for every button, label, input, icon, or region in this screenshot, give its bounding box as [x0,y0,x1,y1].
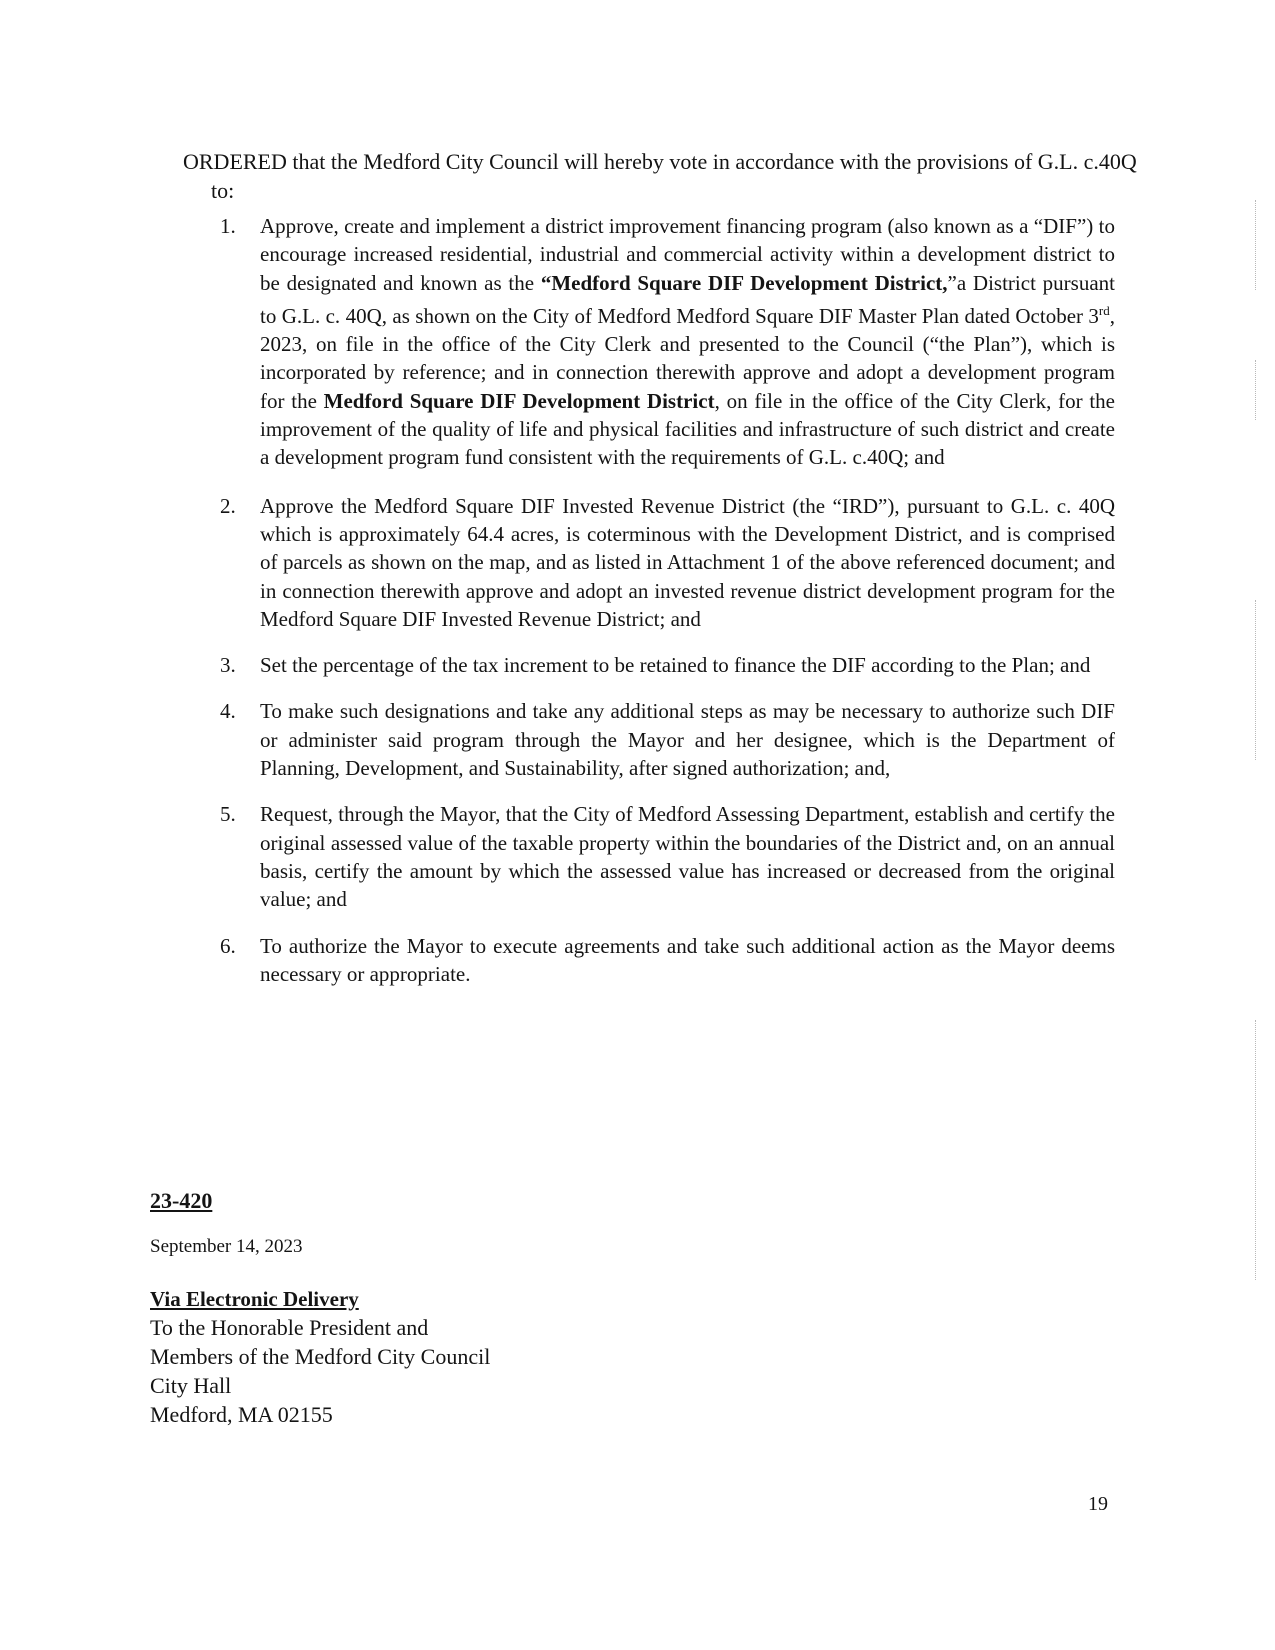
address-line: Medford, MA 02155 [150,1402,333,1427]
item-text: Set the percentage of the tax increment to be retained to finance the DIF according to the Plan; and [260,653,1091,678]
item-number: 1. [220,214,236,238]
list-item [220,492,1115,633]
letter-date: September 14, 2023 [150,1236,303,1257]
item-text: To make such designations and take any additional steps as may be necessary to authorize such DIF or administer said program through the Mayor and her designee, which is the Department of Planning, Development, and Sustainability, after signed authorization; and, [260,699,1115,781]
item-number: 5. [220,802,236,827]
page-number: 19 [1088,1493,1108,1515]
item-number: 3. [220,653,236,678]
ordinal-suffix: rd [1098,302,1110,318]
list-item [220,932,1115,989]
item-text: , on file in the office of the City Clerk, for the improvement of the quality of life and physical facilities and infrastructure of such district and create a development program fund consistent with the requirements of G.L. c.40Q; and [260,388,1115,470]
item-text: Approve the Medford Square DIF Invested Revenue District (the “IRD”), pursuant to G.L. c. 40Q which is approximately 64.4 acres, is coterminous with the Development District, and is comprised of parcels as shown on the map, and as listed in Attachment 1 of the above referenced document; and in connection therewith approve and adopt an invested revenue district development program for the Medford Square DIF Invested Revenue District; and [260,493,1115,631]
list-item [220,697,1115,782]
communication-number: 23-420 [150,1188,213,1213]
list-item [220,212,1115,472]
address-line: City Hall [150,1373,232,1398]
scan-edge-mark [1255,600,1256,760]
scan-edge-mark [1255,200,1256,290]
item-text: Request, through the Mayor, that the City of Medford Assessing Department, establish and certify the original assessed value of the taxable property within the boundaries of the District and, on an annual basis, certify the amount by which the assessed value has increased or decreased from the original value; and [260,802,1115,912]
item-number: 4. [220,699,236,724]
scan-edge-mark [1255,360,1256,420]
recipient-address [150,1313,490,1429]
ordered-list [220,212,1115,1003]
list-item [220,800,1115,913]
item-text: Approve, create and implement a district improvement financing program (also known as a “DIF”) to encourage increased residential, industrial and commercial activity within a development district to be designated and known as the [260,214,1115,295]
item-number: 2. [220,493,236,518]
item-text: To authorize the Mayor to execute agreements and take such additional action as the Mayor deems necessary or appropriate. [260,933,1115,986]
item-text: ”a District pursuant to G.L. c. 40Q, as shown on the City of Medford Medford Square DIF Master Plan dated October 3 [260,270,1115,328]
delivery-method: Via Electronic Delivery [150,1287,359,1311]
ordered-intro: ORDERED that the Medford City Council will hereby vote in accordance with the provisions of G.L. c.40Q to: [183,149,1137,203]
district-name-bold: “Medford Square DIF Development District, [540,270,948,295]
scan-edge-mark [1255,1020,1256,1280]
list-item [220,651,1115,679]
address-line: To the Honorable President and [150,1315,429,1340]
address-line: Members of the Medford City Council [150,1344,491,1369]
district-name-bold: Medford Square DIF Development District [323,388,715,413]
item-number: 6. [220,933,236,958]
item-text: , 2023, on file in the office of the City Clerk and presented to the Council (“the Plan”), which is incorporated by reference; and in connection therewith approve and adopt a development program for the [260,303,1115,413]
